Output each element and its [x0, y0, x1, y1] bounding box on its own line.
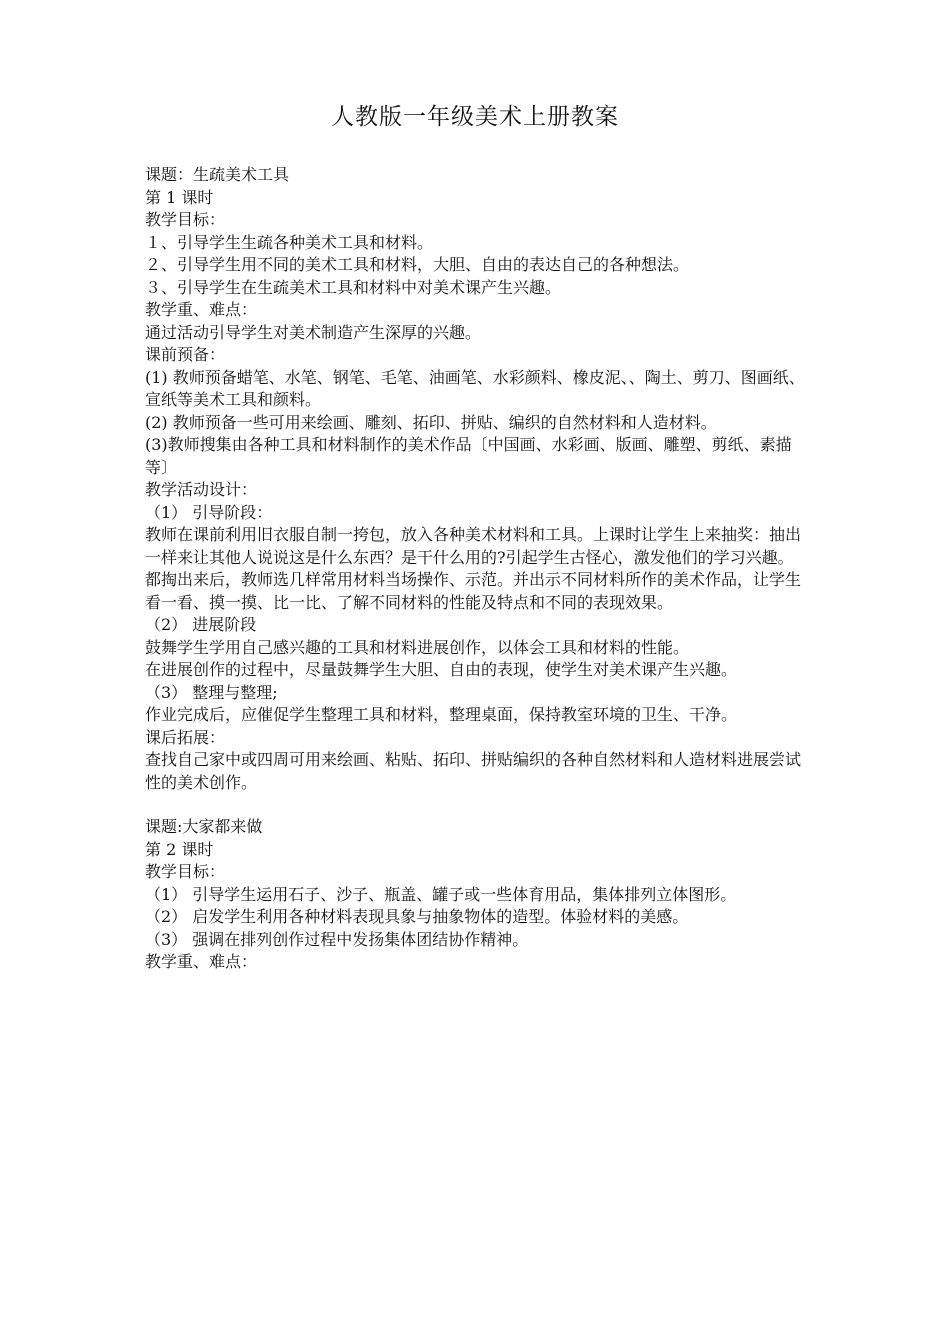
lesson-1-section — [145, 164, 813, 794]
lesson-1-preparation-item-2: (2) 教师预备一些可用来绘画、雕刻、拓印、拼贴、编织的自然材料和人造材料。 — [145, 412, 717, 432]
lesson-1-topic: 课题：生疏美术工具 — [145, 165, 290, 184]
lesson-1-preparation-item-1: (1) 教师预备蜡笔、水笔、钢笔、毛笔、油画笔、水彩颜料、橡皮泥、、陶土、剪刀、图画纸、宣纸等美术工具和颜料。 — [145, 367, 805, 409]
lesson-1-stage-1-text-2: 都掏出来后，教师选几样常用材料当场操作、示范。并出示不同材料所作的美术作品，让学生看一看、摸一摸、比一比、了解不同材料的性能及特点和不同的表现效果。 — [145, 570, 802, 612]
lesson-1-preparation-heading: 课前预备： — [145, 345, 226, 364]
lesson-1-objective-3: ３、引导学生在生疏美术工具和材料中对美术课产生兴趣。 — [145, 277, 562, 297]
lesson-1-stage-3-heading: （3） 整理与整理; — [145, 682, 278, 702]
lesson-1-objectives-heading: 教学目标： — [145, 210, 226, 229]
lesson-2-section — [145, 816, 813, 974]
lesson-1-objective-1: １、引导学生生疏各种美术工具和材料。 — [145, 232, 434, 252]
lesson-2-topic: 课题:大家都来做 — [145, 817, 263, 836]
lesson-2-period: 第 2 课时 — [145, 839, 214, 859]
lesson-1-stage-3-text: 作业完成后，应催促学生整理工具和材料，整理桌面，保持教室环境的卫生、干净。 — [145, 705, 738, 724]
lesson-1-stage-2-text-2: 在进展创作的过程中，尽量鼓舞学生大胆、自由的表现，使学生对美术课产生兴趣。 — [145, 660, 738, 679]
lesson-2-key-points-heading: 教学重、难点： — [145, 952, 258, 971]
document-title: 人教版一年级美术上册教案 — [331, 104, 619, 130]
lesson-1-extension-text: 查找自己家中或四周可用来绘画、粘贴、拓印、拼贴编织的各种自然材料和人造材料进展尝试性的美术创作。 — [145, 750, 802, 792]
document-body — [145, 164, 813, 974]
lesson-2-objective-3: （3） 强调在排列创作过程中发扬集体团结协作精神。 — [145, 929, 529, 949]
lesson-1-stage-1-text-1: 教师在课前利用旧衣服自制一挎包，放入各种美术材料和工具。上课时让学生上来抽奖：抽出一样来让其他人说说这是什么东西？是干什么用的?引起学生古怪心，激发他们的学习兴趣。 — [145, 525, 802, 567]
lesson-2-objectives-heading: 教学目标： — [145, 862, 226, 881]
section-spacer — [145, 794, 813, 816]
lesson-1-extension-heading: 课后拓展： — [145, 727, 226, 747]
lesson-1-key-points-heading: 教学重、难点： — [145, 300, 258, 319]
lesson-1-stage-2-text-1: 鼓舞学生学用自己感兴趣的工具和材料进展创作，以体会工具和材料的性能。 — [145, 637, 690, 657]
lesson-1-key-points-text: 通过活动引导学生对美术制造产生深厚的兴趣。 — [145, 322, 482, 342]
lesson-1-period: 第 1 课时 — [145, 187, 214, 207]
lesson-1-preparation-item-3: (3)教师搜集由各种工具和材料制作的美术作品〔中国画、水彩画、版画、雕塑、剪纸、素描等〕 — [145, 435, 792, 477]
lesson-2-objective-1: （1） 引导学生运用石子、沙子、瓶盖、罐子或一些体育用品，集体排列立体图形。 — [145, 884, 737, 904]
lesson-1-stage-2-heading: （2） 进展阶段 — [145, 615, 257, 634]
lesson-1-activity-heading: 教学活动设计： — [145, 480, 258, 499]
lesson-2-objective-2: （2） 启发学生利用各种材料表现具象与抽象物体的造型。体验材料的美感。 — [145, 907, 689, 926]
lesson-1-objective-2: ２、引导学生用不同的美术工具和材料，大胆、自由的表达自己的各种想法。 — [145, 255, 690, 274]
lesson-1-stage-1-heading: （1） 引导阶段： — [145, 502, 273, 522]
